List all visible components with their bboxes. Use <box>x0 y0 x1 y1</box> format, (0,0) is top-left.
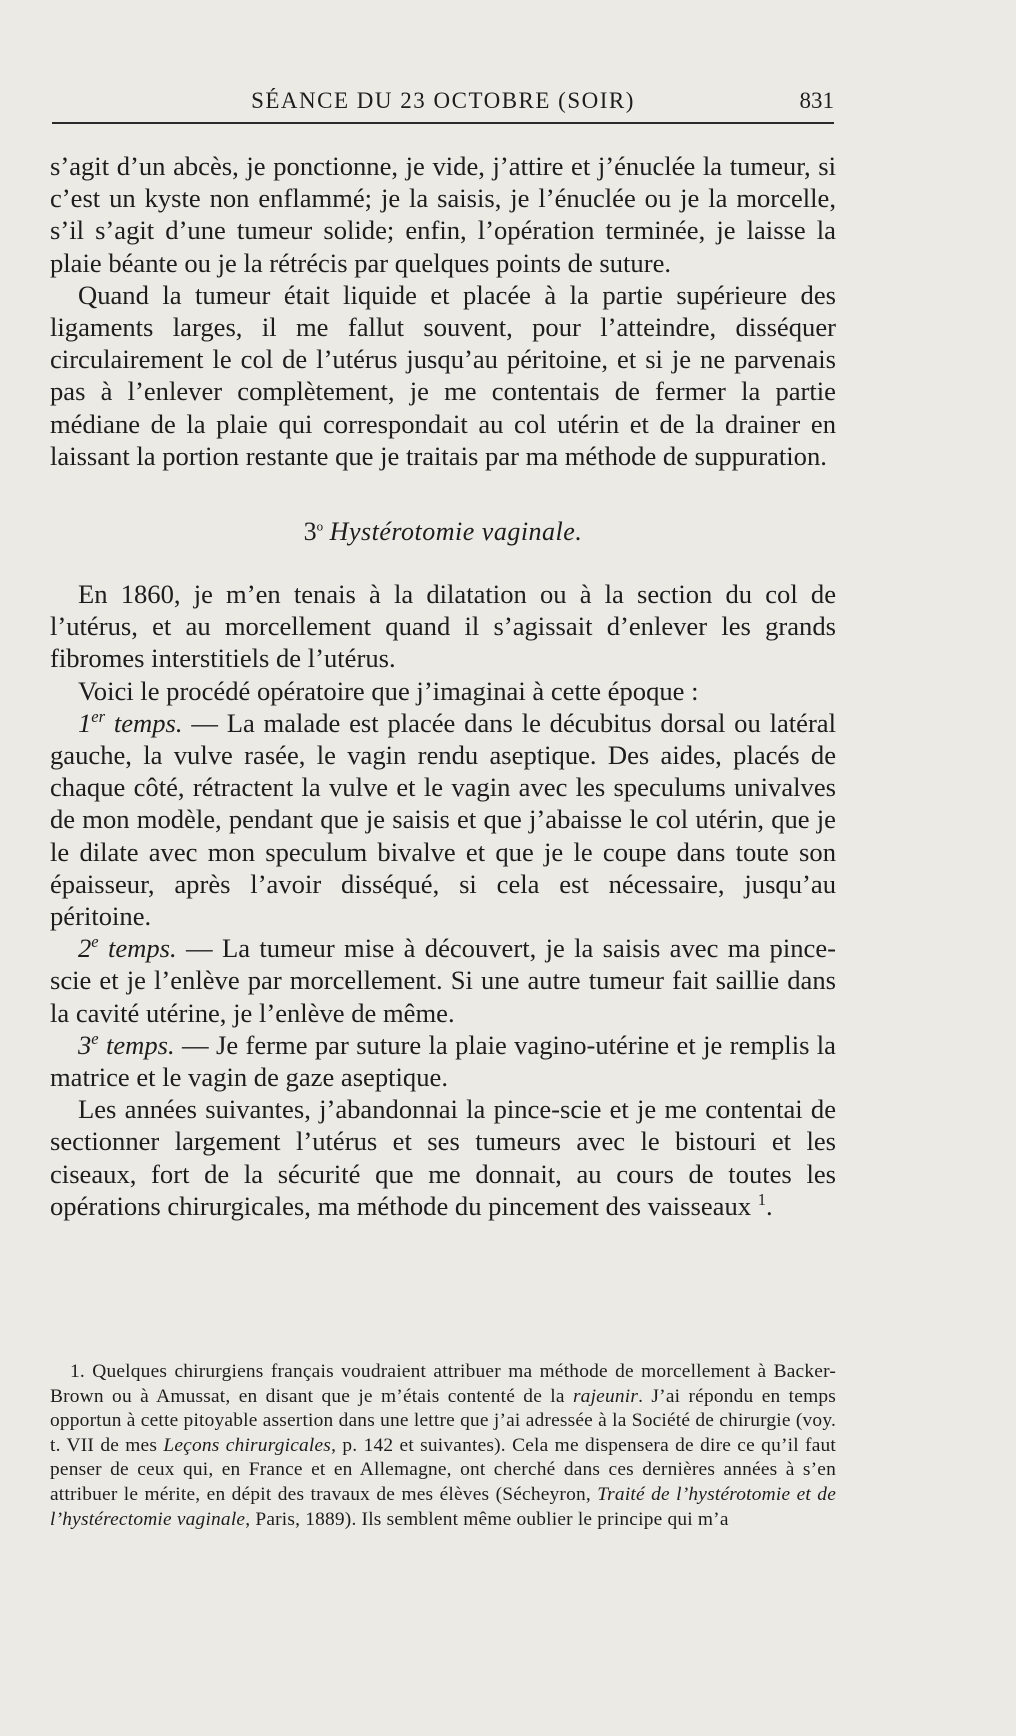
section-number-sup: o <box>316 518 324 534</box>
step-word: temps. <box>113 707 183 738</box>
paragraph: Voici le procédé opératoire que j’imaginai à cette époque : <box>78 675 699 706</box>
footnote-text: . J’ai répondu en temps opportun à cette pitoyable assertion dans une lettre que j’ai adressée à la Société de chirurgie (voy. t. VII de mes <box>50 1385 836 1456</box>
section-title: Hystérotomie vaginale. <box>329 517 583 547</box>
step-paragraph-3 <box>50 1029 836 1093</box>
paragraph-text: Les années suivantes, j’abandonnai la pince-scie et je me contentai de sectionner largement l’utérus et ses tumeurs avec le bistouri et les ciseaux, fort de la sécurité que me donnait, au cours de toutes les opérations chirurgicales, ma méthode du pincement des vaisseaux <box>50 1094 836 1221</box>
footnote-text: , Paris, 1889). Ils semblent même oublier le principe qui m’a <box>245 1508 729 1530</box>
page-header <box>52 82 834 124</box>
footnote-italic: Traité de l’hystérotomie et de l’hystérectomie vaginale <box>50 1483 836 1530</box>
step-number: 3 <box>78 1029 92 1060</box>
step-word: temps. <box>107 933 177 964</box>
step-text: — La tumeur mise à découvert, je la saisis avec ma pince-scie et je l’enlève par morcellement. Si une autre tumeur fait saillie dans la cavité utérine, je l’enlève de même. <box>50 933 836 1028</box>
step-number: 2 <box>78 933 92 964</box>
step-number-sup: e <box>91 932 99 952</box>
step-number-sup: e <box>91 1029 99 1049</box>
step-paragraph-2 <box>50 932 836 1029</box>
step-paragraph-1 <box>50 707 836 932</box>
main-text <box>50 150 836 1222</box>
footnote <box>50 1360 836 1532</box>
step-label <box>78 1030 175 1060</box>
paragraph: En 1860, je m’en tenais à la dilatation ou à la section du col de l’utérus, et au morcellement quand il s’agissait d’enlever les grands fibromes interstitiels de l’utérus. <box>50 579 836 674</box>
section-heading <box>50 516 836 548</box>
step-text: — Je ferme par suture la plaie vagino-utérine et je remplis la matrice et le vagin de gaze aseptique. <box>50 1029 836 1093</box>
paragraph: Quand la tumeur était liquide et placée à la partie supérieure des ligaments larges, il me fallut souvent, pour l’atteindre, disséquer circulairement le col de l’utérus jusqu’au péritoine, et si je ne parvenais pas à l’enlever complètement, je me contentais de fermer la partie médiane de la plaie qui correspondait au col utérin et de la drainer en laissant la portion restante que je traitais par ma méthode de suppuration. <box>50 279 836 471</box>
footnote-text: , p. 142 et suivantes). Cela me dispensera de dire ce qu’il faut penser de ceux qui, en France et en Allemagne, ont cherché dans ces dernières années à s’en attribuer le mérite, en dépit des travaux de mes élèves (Sécheyron, <box>50 1434 836 1505</box>
step-word: temps. <box>105 1029 175 1060</box>
footnote-text: Quelques chirurgiens français voudraient attribuer ma méthode de morcellement à Backer-Brown ou à Amussat, en disant que je m’étais contenté de la <box>50 1361 836 1407</box>
footnote-reference: 1 <box>757 1190 766 1210</box>
step-label <box>78 708 183 738</box>
page-number: 831 <box>799 88 834 113</box>
footnotes <box>50 1360 836 1532</box>
paragraph-continued: s’agit d’un abcès, je ponctionne, je vide, j’attire et j’énuclée la tumeur, si c’est un kyste non enflammé; je la saisis, je l’énuclée ou je la morcelle, s’il s’agit d’une tumeur solide; enfin, l’opération terminée, je laisse la plaie béante ou je la rétrécis par quelques points de suture. <box>50 151 836 278</box>
paragraph <box>50 1093 836 1222</box>
step-number-sup: er <box>91 706 106 726</box>
section-number: 3 <box>303 517 317 547</box>
footnote-marker: 1. <box>70 1361 85 1382</box>
step-text: — La malade est placée dans le décubitus dorsal ou latéral gauche, la vulve rasée, le vagin rendu aseptique. Des aides, placés de chaque côté, rétractent la vulve et le vagin avec les speculums univalves de mon modèle, pendant que je saisis et que j’abaisse le col utérin, que je le dilate avec mon speculum bivalve et que je le coupe dans toute son épaisseur, après l’avoir disséqué, si cela est nécessaire, jusqu’au péritoine. <box>50 707 836 932</box>
footnote-italic: rajeunir <box>572 1385 639 1407</box>
footnote-italic: Leçons chirurgicales <box>163 1434 332 1456</box>
paragraph-end: . <box>765 1190 773 1221</box>
running-head: SÉANCE DU 23 OCTOBRE (SOIR) <box>251 88 635 113</box>
step-label <box>78 933 177 963</box>
step-number: 1 <box>78 707 92 738</box>
